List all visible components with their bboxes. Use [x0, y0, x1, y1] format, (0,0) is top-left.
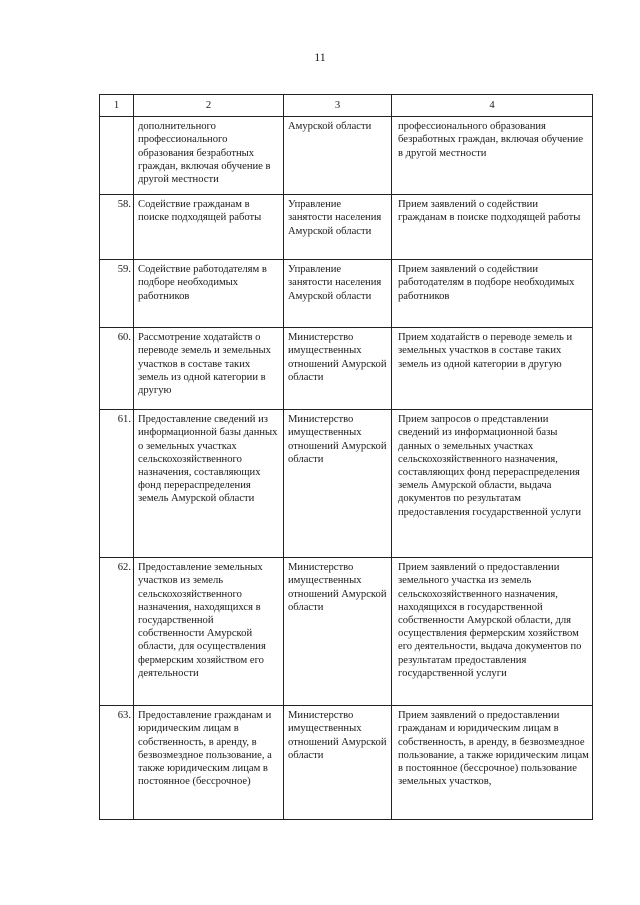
- row-number: 62.: [100, 558, 134, 706]
- service-name: Предоставление земельных участков из земель сельскохозяйственного назначения, находящихся в государственной собственности Амурской области, для осуществления фермерским хозяйством его деятельности: [134, 558, 284, 706]
- service-name: Рассмотрение ходатайств о переводе земель и земельных участков в составе таких земель из одной категории в другую: [134, 328, 284, 410]
- row-number: 60.: [100, 328, 134, 410]
- service-function: Прием запросов о представлении сведений из информационной базы данных о земельных участках сельскохозяйственного назначения, составляющих фонд перераспределения земель Амурской области, выдача документов по результатам предоставления государственной услуги: [392, 410, 593, 558]
- service-name: дополнительного профессионального образования безработных граждан, включая обучение в другой местности: [134, 117, 284, 195]
- service-name: Предоставление сведений из информационной базы данных о земельных участках сельскохозяйственного назначения, составляющих фонд перераспределения земель Амурской области: [134, 410, 284, 558]
- service-function: Прием заявлений о предоставлении земельного участка из земель сельскохозяйственного назначения, находящихся в государственной собственности Амурской области, для осуществления фермерским хозяйством его деятельности, выдача документов по результатам предоставления государственной услуги: [392, 558, 593, 706]
- table-row: [100, 706, 593, 820]
- column-header-2: 2: [134, 95, 284, 117]
- service-name: Содействие гражданам в поиске подходящей работы: [134, 195, 284, 260]
- table-row: [100, 117, 593, 195]
- responsible-agency: Управление занятости населения Амурской области: [284, 195, 392, 260]
- column-header-3: 3: [284, 95, 392, 117]
- responsible-agency: Министерство имущественных отношений Амурской области: [284, 558, 392, 706]
- table-header-row: [100, 95, 593, 117]
- service-function: Прием заявлений о предоставлении гражданам и юридическим лицам в собственность, в аренду, в безвозмездное пользование, а также юридическим лицам в постоянное (бессрочное) пользование земельных участков,: [392, 706, 593, 820]
- column-header-4: 4: [392, 95, 593, 117]
- table-row: [100, 195, 593, 260]
- responsible-agency: Министерство имущественных отношений Амурской области: [284, 706, 392, 820]
- row-number: [100, 117, 134, 195]
- service-function: профессионального образования безработных граждан, включая обучение в другой местности: [392, 117, 593, 195]
- responsible-agency: Управление занятости населения Амурской области: [284, 260, 392, 328]
- responsible-agency: Амурской области: [284, 117, 392, 195]
- table-row: [100, 328, 593, 410]
- service-function: Прием заявлений о содействии гражданам в поиске подходящей работы: [392, 195, 593, 260]
- service-name: Предоставление гражданам и юридическим лицам в собственность, в аренду, в безвозмездное пользование, а также юридическим лицам в постоянное (бессрочное): [134, 706, 284, 820]
- table-row: [100, 410, 593, 558]
- table-row: [100, 260, 593, 328]
- row-number: 58.: [100, 195, 134, 260]
- service-name: Содействие работодателям в подборе необходимых работников: [134, 260, 284, 328]
- row-number: 59.: [100, 260, 134, 328]
- page-number: 11: [314, 50, 326, 64]
- row-number: 61.: [100, 410, 134, 558]
- service-function: Прием ходатайств о переводе земель и земельных участков в составе таких земель из одной категории в другую: [392, 328, 593, 410]
- services-table: [99, 94, 593, 820]
- table-row: [100, 558, 593, 706]
- service-function: Прием заявлений о содействии работодателям в подборе необходимых работников: [392, 260, 593, 328]
- column-header-1: 1: [100, 95, 134, 117]
- row-number: 63.: [100, 706, 134, 820]
- responsible-agency: Министерство имущественных отношений Амурской области: [284, 328, 392, 410]
- responsible-agency: Министерство имущественных отношений Амурской области: [284, 410, 392, 558]
